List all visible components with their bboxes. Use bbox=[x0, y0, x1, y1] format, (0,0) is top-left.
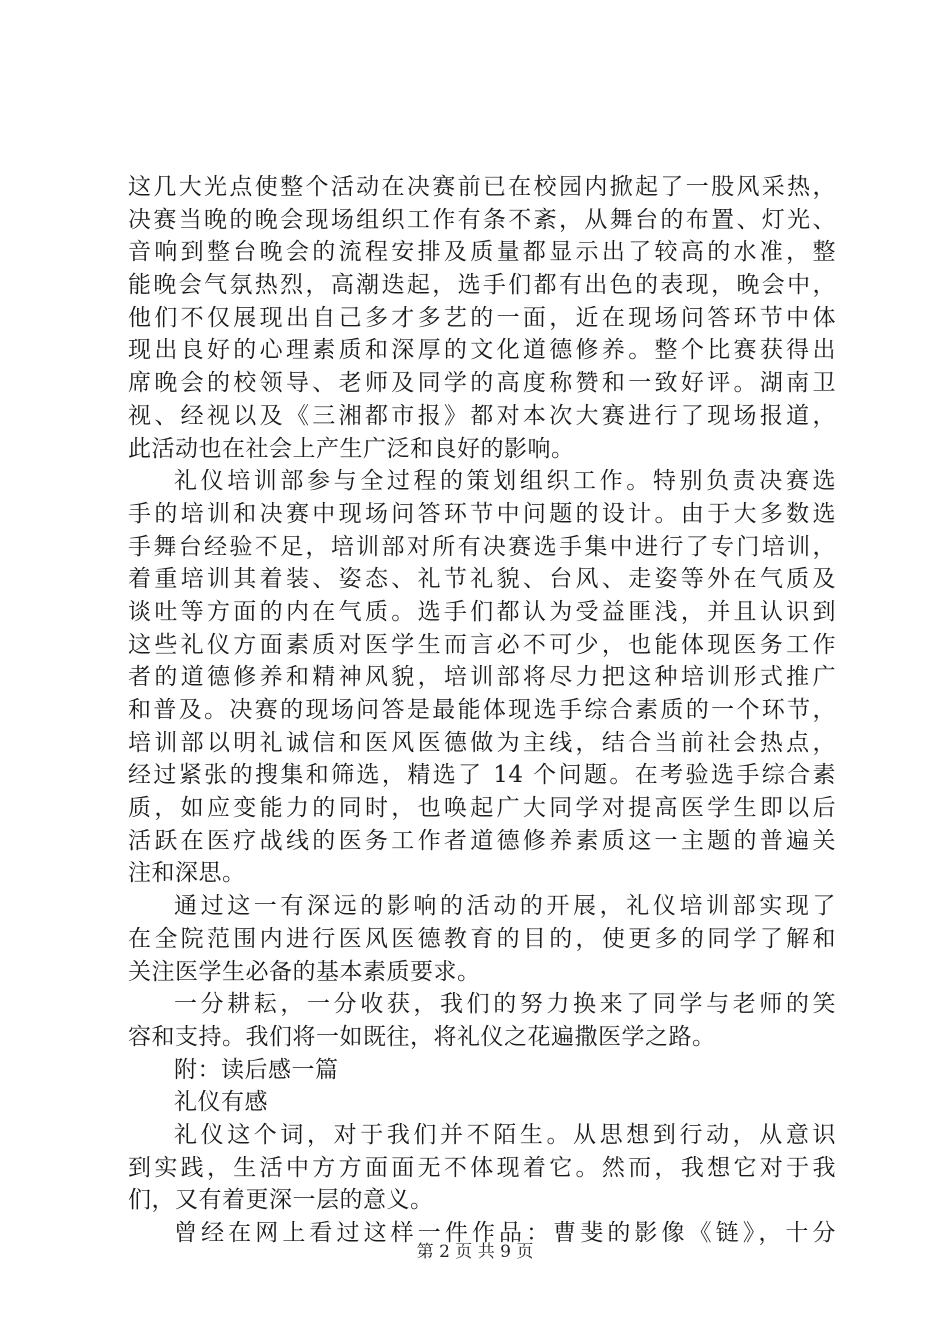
page-footer: 第 2 页 共 9 页 bbox=[416, 1242, 534, 1262]
text-line: 关注医学生必备的基本素质要求。 bbox=[128, 958, 481, 985]
text-line: 这些礼仪方面素质对医学生而言必不可少，也能体现医务工作 bbox=[128, 631, 836, 658]
text-line: 到实践，生活中方方面面无不体现着它。然而，我想它对于我 bbox=[128, 1154, 836, 1181]
text-line: 礼仪这个词，对于我们并不陌生。从思想到行动，从意识 bbox=[174, 1121, 836, 1148]
text-line: 现出良好的心理素质和深厚的文化道德修养。整个比赛获得出 bbox=[128, 337, 836, 364]
document-body bbox=[128, 171, 836, 1250]
text-line: 容和支持。我们将一如既往，将礼仪之花遍撒医学之路。 bbox=[128, 1023, 716, 1050]
text-line: 决赛当晚的晚会现场组织工作有条不紊，从舞台的布置、灯光、 bbox=[128, 206, 836, 233]
text-line: 着重培训其着装、姿态、礼节礼貌、台风、走姿等外在气质及 bbox=[128, 566, 836, 593]
text-line: 音响到整台晚会的流程安排及质量都显示出了较高的水准，整 bbox=[128, 239, 836, 266]
text-line: 通过这一有深远的影响的活动的开展，礼仪培训部实现了 bbox=[174, 893, 836, 920]
text-line: 曾经在网上看过这样一件作品：曹斐的影像《链》，十分 bbox=[174, 1220, 836, 1246]
text-line: 一分耕耘，一分收获，我们的努力换来了同学与老师的笑 bbox=[174, 991, 836, 1018]
text-line: 视、经视以及《三湘都市报》都对本次大赛进行了现场报道， bbox=[128, 402, 836, 429]
text-line: 活跃在医疗战线的医务工作者道德修养素质这一主题的普遍关 bbox=[128, 827, 836, 854]
text-line: 和普及。决赛的现场问答是最能体现选手综合素质的一个环节， bbox=[128, 697, 836, 723]
text-line: 在全院范围内进行医风医德教育的目的，使更多的同学了解和 bbox=[128, 925, 836, 952]
text-line: 经过紧张的搜集和筛选，精选了 14 个问题。在考验选手综合素 bbox=[128, 762, 836, 789]
text-line: 注和深思。 bbox=[128, 860, 246, 887]
text-line: 礼仪有感 bbox=[174, 1089, 268, 1116]
text-line: 们，又有着更深一层的意义。 bbox=[128, 1187, 434, 1214]
text-line: 者的道德修养和精神风貌，培训部将尽力把这种培训形式推广 bbox=[128, 664, 836, 691]
text-line: 手舞台经验不足，培训部对所有决赛选手集中进行了专门培训， bbox=[128, 533, 836, 560]
text-line: 这几大光点使整个活动在决赛前已在校园内掀起了一股风采热， bbox=[128, 174, 836, 200]
text-line: 能晚会气氛热烈，高潮迭起，选手们都有出色的表现，晚会中， bbox=[128, 272, 836, 299]
text-line: 谈吐等方面的内在气质。选手们都认为受益匪浅，并且认识到 bbox=[128, 598, 836, 625]
text-line: 此活动也在社会上产生广泛和良好的影响。 bbox=[128, 435, 575, 462]
text-line: 席晚会的校领导、老师及同学的高度称赞和一致好评。湖南卫 bbox=[128, 370, 836, 397]
text-line: 手的培训和决赛中现场问答环节中问题的设计。由于大多数选 bbox=[128, 500, 836, 527]
text-line: 质，如应变能力的同时，也唤起广大同学对提高医学生即以后 bbox=[128, 795, 836, 822]
text-line: 附：读后感一篇 bbox=[174, 1056, 339, 1083]
text-line: 礼仪培训部参与全过程的策划组织工作。特别负责决赛选 bbox=[174, 468, 836, 495]
text-line: 培训部以明礼诚信和医风医德做为主线，结合当前社会热点， bbox=[128, 729, 836, 756]
text-line: 他们不仅展现出自己多才多艺的一面，近在现场问答环节中体 bbox=[128, 304, 836, 331]
